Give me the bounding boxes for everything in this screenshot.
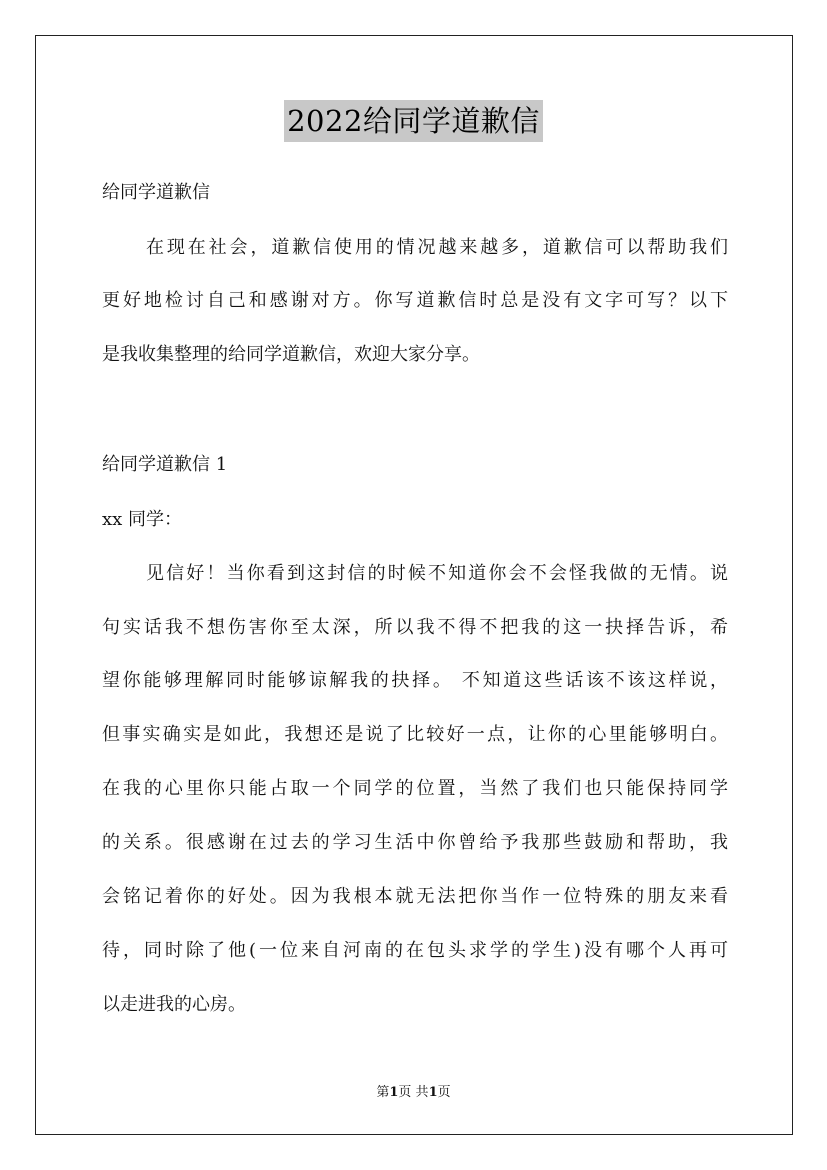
intro-line: 是我收集整理的给同学道歉信，欢迎大家分享。 <box>102 344 480 365</box>
document-heading: 给同学道歉信 <box>102 182 210 203</box>
document-title: 2022给同学道歉信 <box>284 100 543 142</box>
body-line: 见信好！当你看到这封信的时候不知道你会不会怪我做的无情。说 <box>146 563 728 584</box>
page-prefix: 第 <box>376 1085 390 1100</box>
body-line: 但事实确实是如此，我想还是说了比较好一点，让你的心里能够明白。 <box>102 724 728 745</box>
page-mid: 页 共 <box>398 1085 429 1100</box>
body-line: 待，同时除了他(一位来自河南的在包头求学的学生)没有哪个人再可 <box>102 940 728 961</box>
body-line: 以走进我的心房。 <box>102 994 246 1015</box>
intro-line: 更好地检讨自己和感谢对方。你写道歉信时总是没有文字可写？以下 <box>102 290 728 311</box>
salutation: xx 同学： <box>102 509 183 530</box>
body-line: 句实话我不想伤害你至太深，所以我不得不把我的这一抉择告诉，希 <box>102 617 728 638</box>
page-suffix: 页 <box>437 1085 451 1100</box>
body-line: 在我的心里你只能占取一个同学的位置，当然了我们也只能保持同学 <box>102 778 728 799</box>
section-heading: 给同学道歉信 1 <box>102 454 228 475</box>
page-total: 1 <box>428 1085 438 1100</box>
intro-line: 在现在社会，道歉信使用的情况越来越多，道歉信可以帮助我们 <box>146 237 728 258</box>
body-line: 会铭记着你的好处。因为我根本就无法把你当作一位特殊的朋友来看 <box>102 886 728 907</box>
page-footer <box>0 1084 827 1102</box>
body-line: 的关系。很感谢在过去的学习生活中你曾给予我那些鼓励和帮助，我 <box>102 832 728 853</box>
body-line: 望你能够理解同时能够谅解我的抉择。 不知道这些话该不该这样说， <box>102 670 728 691</box>
page-current: 1 <box>389 1085 399 1100</box>
title-container <box>0 100 827 142</box>
